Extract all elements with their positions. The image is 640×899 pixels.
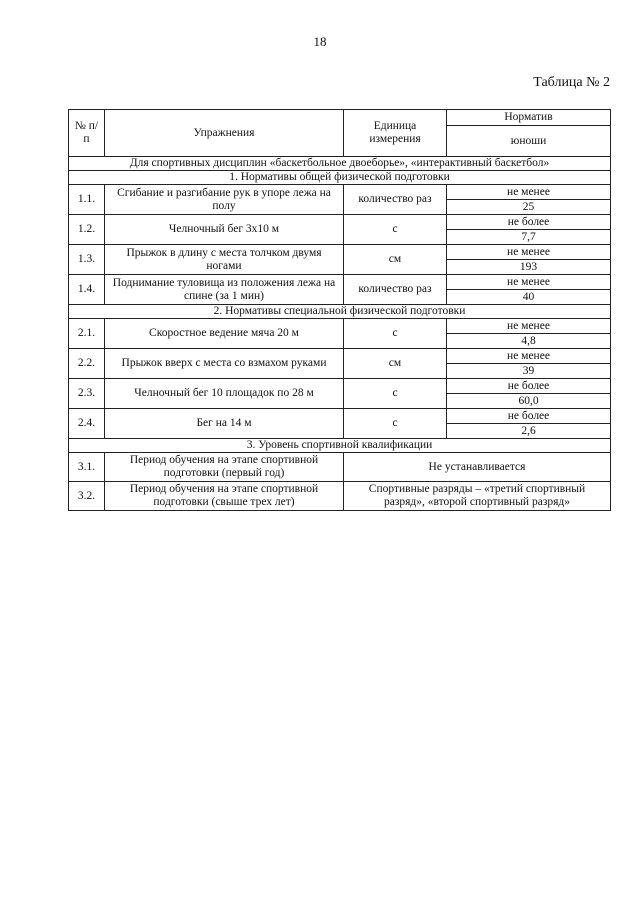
section-title: 1. Нормативы общей физической подготовки (69, 171, 611, 185)
disciplines-text: Для спортивных дисциплин «баскетбольное двоеборье», «интерактивный баскетбол» (69, 157, 611, 171)
row-requirement: Не устанавливается (344, 453, 611, 482)
row-value: 4,8 (447, 334, 611, 349)
row-condition: не менее (447, 185, 611, 200)
row-value: 39 (447, 364, 611, 379)
section-title-row (69, 305, 611, 319)
row-num: 3.1. (69, 453, 105, 482)
table-row (69, 215, 611, 230)
table-row (69, 275, 611, 290)
row-num: 2.4. (69, 409, 105, 439)
section-title: 3. Уровень спортивной квалификации (69, 439, 611, 453)
row-exercise: Скоростное ведение мяча 20 м (105, 319, 344, 349)
table-row (69, 453, 611, 482)
table-row (69, 379, 611, 394)
header-exercises: Упражнения (105, 110, 344, 157)
row-unit: см (344, 245, 447, 275)
row-exercise: Период обучения на этапе спортивной подготовки (первый год) (105, 453, 344, 482)
row-unit: с (344, 379, 447, 409)
table-row (69, 185, 611, 200)
row-num: 2.1. (69, 319, 105, 349)
table-row (69, 482, 611, 511)
row-condition: не более (447, 409, 611, 424)
row-unit: с (344, 409, 447, 439)
table-row (69, 409, 611, 424)
table-row (69, 319, 611, 334)
row-num: 1.1. (69, 185, 105, 215)
row-num: 3.2. (69, 482, 105, 511)
row-exercise: Поднимание туловища из положения лежа на спине (за 1 мин) (105, 275, 344, 305)
page-number: 18 (313, 34, 327, 49)
row-num: 1.2. (69, 215, 105, 245)
row-condition: не более (447, 379, 611, 394)
row-num: 1.3. (69, 245, 105, 275)
section-title: 2. Нормативы специальной физической подготовки (69, 305, 611, 319)
row-value: 7,7 (447, 230, 611, 245)
table-title: Таблица № 2 (533, 75, 610, 90)
row-exercise: Сгибание и разгибание рук в упоре лежа на полу (105, 185, 344, 215)
row-value: 60,0 (447, 394, 611, 409)
row-value: 193 (447, 260, 611, 275)
header-group: юноши (447, 126, 611, 157)
table-row (69, 245, 611, 260)
row-exercise: Прыжок вверх с места со взмахом руками (105, 349, 344, 379)
row-value: 2,6 (447, 424, 611, 439)
row-exercise: Прыжок в длину с места толчком двумя ногами (105, 245, 344, 275)
row-exercise: Челночный бег 3х10 м (105, 215, 344, 245)
row-unit: количество раз (344, 185, 447, 215)
row-value: 40 (447, 290, 611, 305)
section-title-row (69, 439, 611, 453)
row-unit: количество раз (344, 275, 447, 305)
row-num: 1.4. (69, 275, 105, 305)
table-row (69, 349, 611, 364)
header-unit: Единица измерения (344, 110, 447, 157)
row-num: 2.2. (69, 349, 105, 379)
row-condition: не менее (447, 319, 611, 334)
row-exercise: Бег на 14 м (105, 409, 344, 439)
header-norm: Норматив (447, 110, 611, 126)
row-value: 25 (447, 200, 611, 215)
header-row (69, 110, 611, 126)
row-exercise: Период обучения на этапе спортивной подготовки (свыше трех лет) (105, 482, 344, 511)
row-condition: не более (447, 215, 611, 230)
row-condition: не менее (447, 349, 611, 364)
row-unit: см (344, 349, 447, 379)
row-condition: не менее (447, 275, 611, 290)
row-requirement: Спортивные разряды – «третий спортивный разряд», «второй спортивный разряд» (344, 482, 611, 511)
row-num: 2.3. (69, 379, 105, 409)
row-unit: с (344, 319, 447, 349)
section-title-row (69, 171, 611, 185)
row-exercise: Челночный бег 10 площадок по 28 м (105, 379, 344, 409)
disciplines-row (69, 157, 611, 171)
header-num: № п/п (69, 110, 105, 157)
row-condition: не менее (447, 245, 611, 260)
norms-table (68, 109, 611, 511)
row-unit: с (344, 215, 447, 245)
